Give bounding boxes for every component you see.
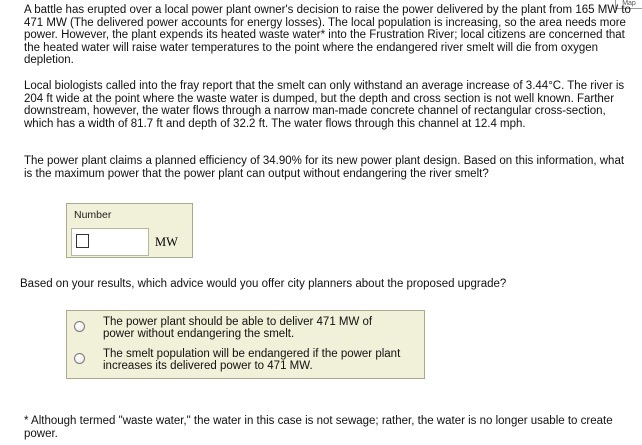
unit-label: MW [155,235,178,249]
advice-option-2[interactable] [67,348,424,378]
advice-option-1[interactable] [67,316,424,346]
problem-paragraph-2: Local biologists called into the fray report that the smelt can only withstand an average increase of 3.44°C. The river is 204 ft wide at the point where the waste water is dumped, but the depth and cross section is not well known. Farther downstream, however, the water flows through a narrow man-made concrete channel of rectangular cross-section, which has a width of 81.7 ft and depth of 32.2 ft. The water flows through this channel at 12.4 mph. [24,80,625,130]
advice-options-box [66,310,425,379]
problem-paragraph-1: A battle has erupted over a local power plant owner's decision to raise the power delivered by the plant from 165 MW to 471 MW (The delivered power accounts for energy losses). The local population is increasing, so the area needs more power. However, the plant expends its heated waste water* into the Frustration River; local citizens are concerned that the heated water will raise water temperatures to the point where the endangered river smelt will die from oxygen depletion. [24,4,631,67]
answer-number-input[interactable] [76,234,89,248]
advice-option-1-label[interactable]: The power plant should be able to deliver 471 MW of power without endangering the smelt. [103,316,373,340]
advice-question: Based on your results, which advice would you offer city planners about the proposed upgrade? [20,278,507,290]
advice-option-2-label[interactable]: The smelt population will be endangered if the power plant increases its delivered power to 471 MW. [103,348,401,372]
footnote: * Although termed "waste water," the water in this case is not sewage; rather, the water is no longer usable to create power. [24,415,613,440]
radio-button-1[interactable] [74,321,85,332]
map-badge[interactable]: Map [615,0,642,9]
answer-input-wrapper[interactable] [71,228,149,256]
number-label: Number [74,209,112,221]
answer-number-box [66,203,193,258]
radio-button-2[interactable] [74,353,85,364]
problem-paragraph-3: The power plant claims a planned efficiency of 34.90% for its new power plant design. Based on this information, what is the maximum power that the power plant can output without endangering the river smelt? [24,155,625,180]
